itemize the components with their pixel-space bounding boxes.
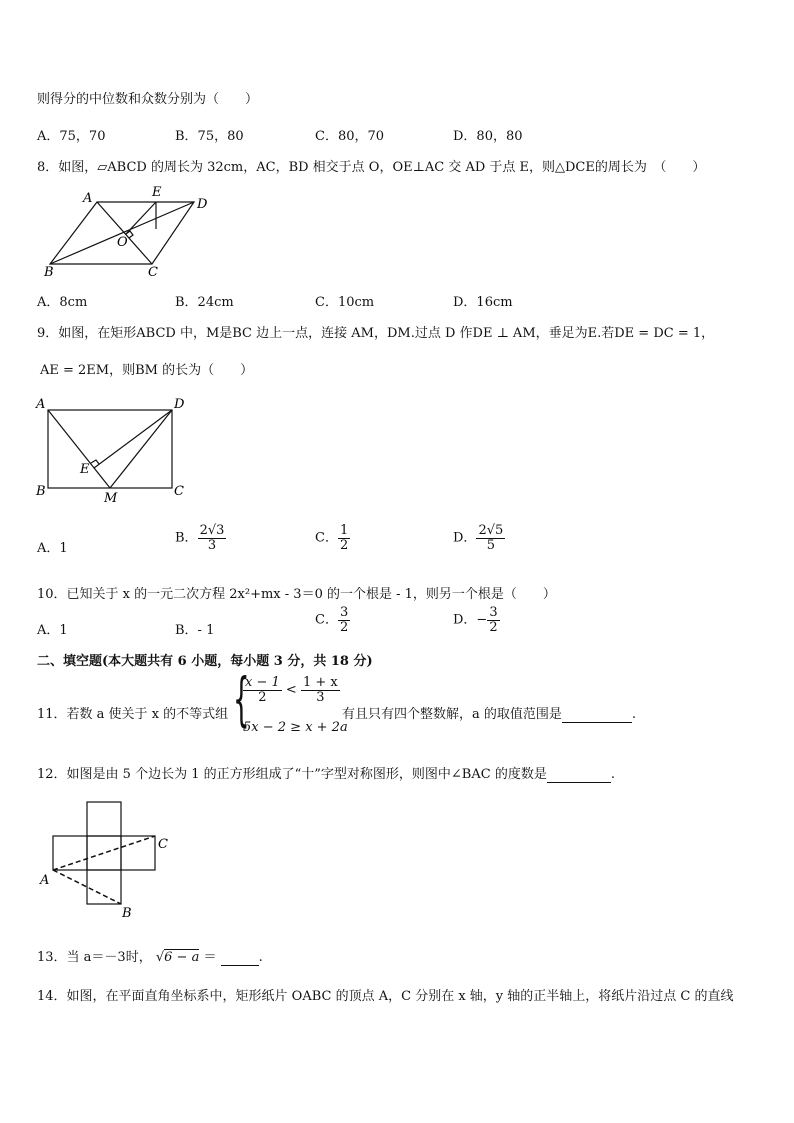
q7-option-a: A．75，70 (37, 129, 106, 144)
q11-answer-blank[interactable] (562, 707, 632, 723)
q9-text-line1: 9．如图，在矩形ABCD 中，M是BC 边上一点，连接 AM，DM.过点 D 作DE ⊥ AM，垂足为E.若DE = DC = 1， (37, 326, 715, 341)
q9-option-a: A．1 (37, 541, 68, 556)
q7-option-c: C．80，70 (315, 129, 385, 144)
q8-option-a: A．8cm (37, 295, 88, 310)
q11-inequality-2: 5x − 2 ≥ x + 2a (243, 720, 348, 735)
q7-option-b: B．75，80 (175, 129, 244, 144)
q12-label-b: B (122, 906, 132, 921)
q8-option-b: B．24cm (175, 295, 234, 310)
q9-label-c: C (174, 484, 184, 499)
q9-label-a: A (36, 397, 46, 412)
q9-label-d: D (174, 397, 185, 412)
q14-text: 14．如图，在平面直角坐标系中，矩形纸片 OABC 的顶点 A，C 分别在 x 轴，y 轴的正半轴上，将纸片沿过点 C 的直线 (37, 989, 734, 1004)
q12-answer-blank[interactable] (547, 767, 611, 783)
q12-label-a: A (40, 873, 50, 888)
q8-parallelogram-figure (40, 182, 230, 278)
q9-option-c: C． $\frac{1}{2}$ (315, 523, 349, 553)
q10-option-d: D．− $\frac{3}{2}$ (453, 605, 498, 635)
q8-label-c: C (148, 265, 158, 278)
q7-text: 则得分的中位数和众数分别为（ ） (37, 92, 259, 107)
q13-answer-blank[interactable] (221, 950, 259, 966)
sqrt-icon: √ (155, 950, 165, 965)
q9-rectangle-figure (32, 392, 202, 507)
q13-radicand: 6 − a (164, 950, 200, 965)
q8-label-e: E (152, 185, 162, 200)
q10-option-c: C． $\frac{3}{2}$ (315, 605, 349, 635)
q8-label-b: B (44, 265, 54, 278)
q9-label-m: M (104, 491, 118, 506)
q8-label-a: A (83, 191, 93, 206)
q9-label-b: B (36, 484, 46, 499)
q12-text: 12．如图是由 5 个边长为 1 的正方形组成了“十”字型对称图形，则图中∠BAC 的度数是 . (37, 767, 615, 782)
q11-prefix: 11．若数 a 使关于 x 的不等式组 (37, 707, 229, 722)
q13-text: 13．当 a＝－3时， √6 − a ＝ . (37, 950, 263, 965)
q11-suffix: 有且只有四个整数解，a 的取值范围是 . (342, 707, 637, 722)
q9-label-e: E (80, 462, 90, 477)
q10-text: 10．已知关于 x 的一元二次方程 2x²+mx - 3＝0 的一个根是 - 1，则另一个根是（ ） (37, 587, 556, 602)
q11-inequality-system (233, 665, 348, 740)
q11-inequality-1: $\frac{x - 1}{2}$ < $\frac{1 + x}{3}$ (245, 675, 338, 705)
q12-cross-figure (36, 800, 186, 922)
q8-label-o: O (117, 235, 128, 250)
q8-label-d: D (197, 197, 208, 212)
q9-option-b: B． $\frac{2√3}{3}$ (175, 523, 225, 553)
q12-label-c: C (158, 837, 168, 852)
q10-option-b: B．- 1 (175, 623, 215, 638)
q8-text: 8．如图，▱ABCD 的周长为 32cm，AC，BD 相交于点 O，OE⊥AC 交 AD 于点 E，则△DCE的周长为 （ ） (37, 160, 706, 175)
q10-option-a: A．1 (37, 623, 68, 638)
q7-option-d: D．80，80 (453, 129, 523, 144)
q9-text-line2: AE = 2EM，则BM 的长为（ ） (40, 363, 254, 378)
q8-option-c: C．10cm (315, 295, 375, 310)
section-heading: 二、填空题(本大题共有 6 小题，每小题 3 分，共 18 分) (37, 654, 373, 669)
q8-option-d: D．16cm (453, 295, 513, 310)
brace-icon: { (233, 665, 250, 733)
q9-option-d: D． $\frac{2√5}{5}$ (453, 523, 504, 553)
